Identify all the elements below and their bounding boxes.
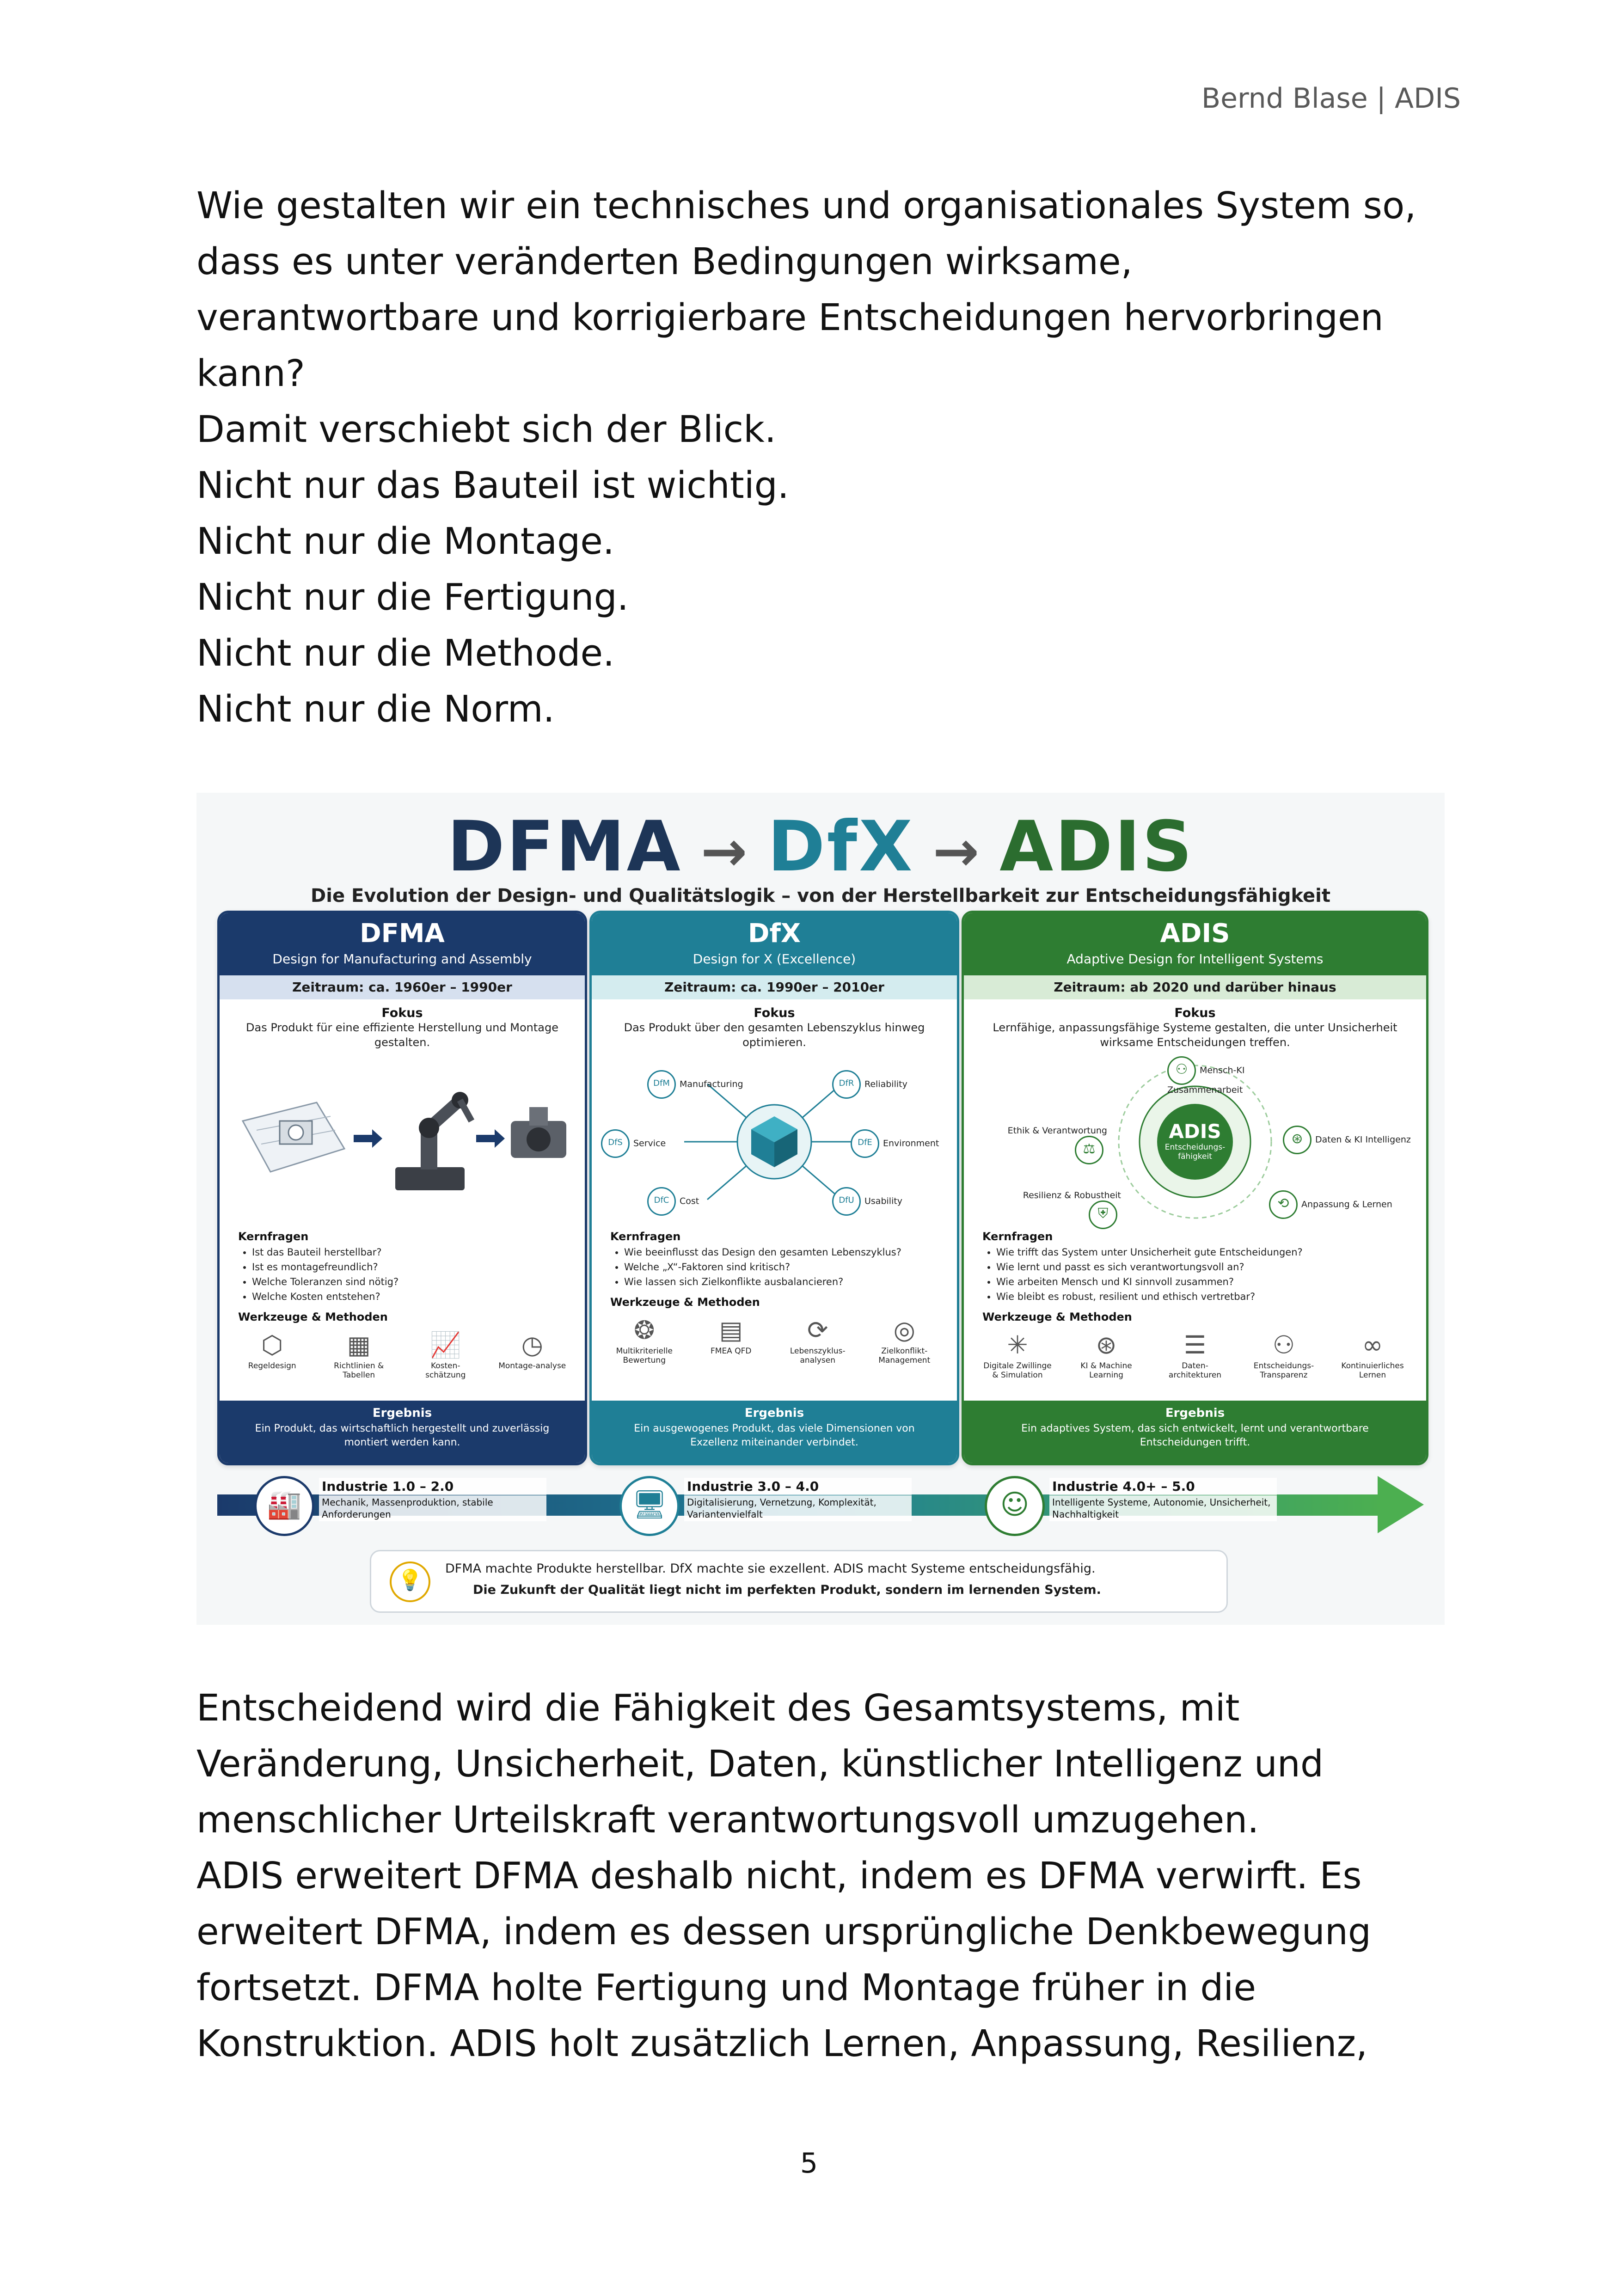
- text-line: verantwortbare und korrigierbare Entscheidungen hervorbringen: [196, 296, 1384, 339]
- list-item: • Ist es montagefreundlich?: [252, 1260, 585, 1274]
- title-dfx: DfX: [767, 807, 914, 887]
- era-title: Industrie 1.0 – 2.0: [319, 1478, 546, 1495]
- clipboard-icon: ▤: [719, 1316, 743, 1345]
- adis-diagram: [964, 1056, 1426, 1227]
- conclusion-box: [370, 1550, 1228, 1613]
- column-subtitle: Adaptive Design for Intelligent Systems: [1066, 951, 1324, 967]
- conclusion-line-1: DFMA machte Produkte herstellbar. DfX machte sie exzellent. ADIS macht Systeme entscheidungsfähig.: [445, 1561, 1096, 1576]
- chip-daten-ki: ⊛ Daten & KI Intelligenz: [1283, 1126, 1422, 1154]
- result-label: Ergebnis: [1165, 1406, 1225, 1420]
- kernfragen-list: [964, 1245, 1426, 1304]
- era-text: Mechanik, Massenproduktion, stabile Anforderungen: [319, 1495, 546, 1521]
- chip-mensch-ki: ⚇ Mensch-KI Zusammenarbeit: [1167, 1056, 1306, 1095]
- evolution-infographic: [196, 793, 1445, 1625]
- tool-item: ◷ Montage-analyse: [497, 1329, 567, 1380]
- metal-part-icon: [511, 1107, 566, 1158]
- focus-text: Das Produkt über den gesamten Lebenszyklus hinweg optimieren.: [624, 1021, 925, 1049]
- robot-arm-icon: [395, 1092, 472, 1190]
- result-box: [592, 1401, 957, 1463]
- target-icon: ◎: [893, 1316, 915, 1345]
- kernfragen-list: [592, 1245, 957, 1289]
- arrow-right-icon: [476, 1129, 505, 1148]
- tools-row: [592, 1309, 957, 1365]
- chip-resilienz: Resilienz & Robustheit ⛨: [992, 1190, 1121, 1229]
- tool-item: ▦ Richtlinien & Tabellen: [324, 1329, 393, 1380]
- text-line: Wie gestalten wir ein technisches und organisationales System so,: [196, 184, 1416, 227]
- top-text-block: [196, 178, 1445, 737]
- tool-item: ⚇ Entscheidungs-Transparenz: [1249, 1329, 1318, 1380]
- monitor-icon: 🖥: [619, 1476, 680, 1536]
- chip-dfe: DfE Environment: [851, 1129, 939, 1158]
- era-title: Industrie 4.0+ – 5.0: [1049, 1478, 1277, 1495]
- column-dfma: [217, 911, 587, 1465]
- list-item: • Wie lernt und passt es sich verantwortungsvoll an?: [996, 1260, 1426, 1274]
- tool-item: ⊛ KI & Machine Learning: [1072, 1329, 1141, 1380]
- column-header: [964, 913, 1426, 975]
- tool-item: ▤ FMEA QFD: [696, 1314, 766, 1365]
- focus-text: Das Produkt für eine effiziente Herstellung und Montage gestalten.: [246, 1021, 558, 1049]
- refresh-icon: ⟲: [1269, 1190, 1298, 1219]
- focus-label: Fokus: [754, 1006, 795, 1020]
- text-line: Veränderung, Unsicherheit, Daten, künstlicher Intelligenz und: [196, 1743, 1324, 1785]
- tools-row: [220, 1323, 585, 1380]
- text-line: fortsetzt. DFMA holte Fertigung und Montage früher in die: [196, 1966, 1256, 2009]
- bottom-text-block: [196, 1680, 1445, 2072]
- chip-dfs: DfS Service: [601, 1129, 666, 1158]
- chip-anpassung: ⟲ Anpassung & Lernen: [1269, 1190, 1408, 1219]
- user-icon: DfU: [832, 1187, 861, 1216]
- kernfragen-label: Kernfragen: [982, 1230, 1053, 1243]
- list-item: • Welche Toleranzen sind nötig?: [252, 1274, 585, 1289]
- column-name: DfX: [748, 918, 801, 949]
- result-text: Ein adaptives System, das sich entwickelt, lernt und verantwortbare Entscheidungen trifft.: [1021, 1423, 1369, 1448]
- dfx-diagram: [592, 1056, 957, 1227]
- result-box: [220, 1401, 585, 1463]
- infographic-subtitle: Die Evolution der Design- und Qualitätslogik – von der Herstellbarkeit zur Entscheidungsfähigkeit: [311, 885, 1330, 906]
- result-label: Ergebnis: [372, 1406, 432, 1420]
- clock-icon: ◷: [521, 1330, 543, 1359]
- text-line: erweitert DFMA, indem es dessen ursprüngliche Denkbewegung: [196, 1910, 1372, 1953]
- cycle-icon: ⟳: [807, 1316, 828, 1345]
- leaf-icon: DfE: [851, 1129, 879, 1158]
- industry-timeline: [217, 1476, 1424, 1531]
- era-text: Digitalisierung, Vernetzung, Komplexität, Variantenvielfalt: [684, 1495, 912, 1521]
- people-icon: ⚇: [1167, 1056, 1196, 1085]
- text-line: Nicht nur die Methode.: [196, 632, 615, 674]
- tools-label: Werkzeuge & Methoden: [238, 1310, 388, 1323]
- tool-item: ◎ Zielkonflikt-Management: [870, 1314, 939, 1365]
- text-line: dass es unter veränderten Bedingungen wirksame,: [196, 240, 1133, 283]
- running-header: Bernd Blase | ADIS: [1201, 82, 1461, 115]
- list-item: • Welche „X“-Faktoren sind kritisch?: [624, 1260, 957, 1274]
- tool-item: ∞ Kontinuierliches Lernen: [1338, 1329, 1407, 1380]
- title-adis: ADIS: [999, 807, 1194, 887]
- era-title: Industrie 3.0 – 4.0: [684, 1478, 912, 1495]
- list-item: • Welche Kosten entstehen?: [252, 1289, 585, 1304]
- focus-text: Lernfähige, anpassungsfähige Systeme gestalten, die unter Unsicherheit wirksame Entscheidungen treffen.: [993, 1021, 1397, 1049]
- arrow-icon: →: [932, 820, 981, 884]
- chip-dfm: DfM Manufacturing: [647, 1070, 743, 1099]
- list-item: • Wie beeinflusst das Design den gesamten Lebenszyklus?: [624, 1245, 957, 1260]
- column-subtitle: Design for X (Excellence): [693, 951, 856, 967]
- chip-dfr: DfR Reliability: [832, 1070, 907, 1099]
- scales-icon: ⚖: [1075, 1136, 1103, 1164]
- timeline-arrowhead: [1378, 1476, 1424, 1533]
- factory-icon: DfM: [647, 1070, 676, 1099]
- kernfragen-label: Kernfragen: [610, 1230, 681, 1243]
- chip-ethik: Ethik & Verantwortung ⚖: [978, 1126, 1107, 1164]
- factory-icon: 🏭: [254, 1476, 314, 1536]
- column-period: Zeitraum: ca. 1990er – 2010er: [592, 975, 957, 999]
- tools-label: Werkzeuge & Methoden: [610, 1296, 760, 1309]
- hierarchy-icon: ⚇: [1272, 1330, 1295, 1359]
- text-line: Nicht nur die Norm.: [196, 688, 555, 730]
- wrench-icon: DfS: [601, 1129, 630, 1158]
- column-header: [220, 913, 585, 975]
- hexagon-icon: ⬡: [261, 1330, 283, 1359]
- tool-item: ⟳ Lebenszyklus-analysen: [783, 1314, 852, 1365]
- result-text: Ein ausgewogenes Produkt, das viele Dimensionen von Exzellenz miteinander verbindet.: [634, 1423, 915, 1448]
- column-dfx: [589, 911, 959, 1465]
- database-icon: ☰: [1183, 1330, 1207, 1359]
- tool-item: ☰ Daten-architekturen: [1160, 1329, 1230, 1380]
- chip-dfu: DfU Usability: [832, 1187, 902, 1216]
- euro-icon: DfC: [647, 1187, 676, 1216]
- brain-icon: ⊛: [1283, 1126, 1312, 1154]
- cad-drawing-icon: [243, 1102, 344, 1172]
- column-adis: [962, 911, 1428, 1465]
- text-line: Nicht nur das Bauteil ist wichtig.: [196, 464, 789, 507]
- text-line: ADIS erweitert DFMA deshalb nicht, indem es DFMA verwirft. Es: [196, 1855, 1362, 1897]
- infinity-icon: ∞: [1362, 1330, 1383, 1359]
- focus-label: Fokus: [381, 1006, 423, 1020]
- text-line: Entscheidend wird die Fähigkeit des Gesamtsystems, mit: [196, 1687, 1240, 1729]
- lightbulb-icon: 💡: [390, 1561, 430, 1602]
- shield-icon: DfR: [832, 1070, 861, 1099]
- center-title: ADIS: [1169, 1120, 1221, 1143]
- page-number: 5: [800, 2147, 818, 2180]
- column-subtitle: Design for Manufacturing and Assembly: [272, 951, 532, 967]
- list-item: • Wie lassen sich Zielkonflikte ausbalancieren?: [624, 1274, 957, 1289]
- adis-center: [1157, 1120, 1233, 1161]
- text-line: Konstruktion. ADIS holt zusätzlich Lernen, Anpassung, Resilienz,: [196, 2022, 1368, 2065]
- cad-robot-part-illustration: [220, 1056, 585, 1227]
- column-period: Zeitraum: ca. 1960er – 1990er: [220, 975, 585, 999]
- result-box: [964, 1401, 1426, 1463]
- network-icon: ✳: [1007, 1330, 1028, 1359]
- list-item: • Wie trifft das System unter Unsicherheit gute Entscheidungen?: [996, 1245, 1426, 1260]
- text-line: Nicht nur die Fertigung.: [196, 576, 629, 618]
- brain-icon: ⊛: [1096, 1330, 1117, 1359]
- list-item: • Wie bleibt es robust, resilient und ethisch vertretbar?: [996, 1289, 1426, 1304]
- dfma-illustration: [220, 1056, 585, 1227]
- era-text: Intelligente Systeme, Autonomie, Unsicherheit, Nachhaltigkeit: [1049, 1495, 1277, 1521]
- calculator-icon: ▦: [347, 1330, 371, 1359]
- column-header: [592, 913, 957, 975]
- head-brain-icon: ☺: [985, 1476, 1045, 1536]
- text-line: Damit verschiebt sich der Blick.: [196, 408, 776, 451]
- text-line: kann?: [196, 352, 305, 395]
- kernfragen-label: Kernfragen: [238, 1230, 309, 1243]
- tools-row: [964, 1323, 1426, 1380]
- column-period: Zeitraum: ab 2020 und darüber hinaus: [964, 975, 1426, 999]
- result-text: Ein Produkt, das wirtschaftlich hergestellt und zuverlässig montiert werden kann.: [255, 1423, 550, 1448]
- tool-item: 📈 Kosten-schätzung: [411, 1329, 480, 1380]
- shield-icon: ⛨: [1089, 1200, 1117, 1229]
- infographic-title: [196, 807, 1445, 887]
- list-item: • Ist das Bauteil herstellbar?: [252, 1245, 585, 1260]
- arrow-icon: →: [700, 820, 749, 884]
- tools-label: Werkzeuge & Methoden: [982, 1310, 1132, 1323]
- chart-icon: 📈: [430, 1330, 461, 1359]
- title-dfma: DFMA: [447, 807, 682, 887]
- column-name: ADIS: [1160, 918, 1230, 949]
- tool-item: ❂ Multikriterielle Bewertung: [610, 1314, 679, 1365]
- result-label: Ergebnis: [744, 1406, 804, 1420]
- focus-label: Fokus: [1174, 1006, 1216, 1020]
- conclusion-line-2: Die Zukunft der Qualität liegt nicht im perfekten Produkt, sondern im lernenden System.: [473, 1583, 1101, 1597]
- tool-item: ⬡ Regeldesign: [238, 1329, 307, 1380]
- list-item: • Wie arbeiten Mensch und KI sinnvoll zusammen?: [996, 1274, 1426, 1289]
- chip-dfc: DfC Cost: [647, 1187, 699, 1216]
- tool-item: ✳ Digitale Zwillinge & Simulation: [983, 1329, 1052, 1380]
- venn-icon: ❂: [634, 1316, 655, 1345]
- center-subtitle: Entscheidungs-fähigkeit: [1164, 1143, 1226, 1161]
- arrow-right-icon: [354, 1129, 382, 1148]
- kernfragen-list: [220, 1245, 585, 1304]
- text-line: menschlicher Urteilskraft verantwortungsvoll umzugehen.: [196, 1799, 1259, 1841]
- column-name: DFMA: [360, 918, 445, 949]
- text-line: Nicht nur die Montage.: [196, 520, 614, 563]
